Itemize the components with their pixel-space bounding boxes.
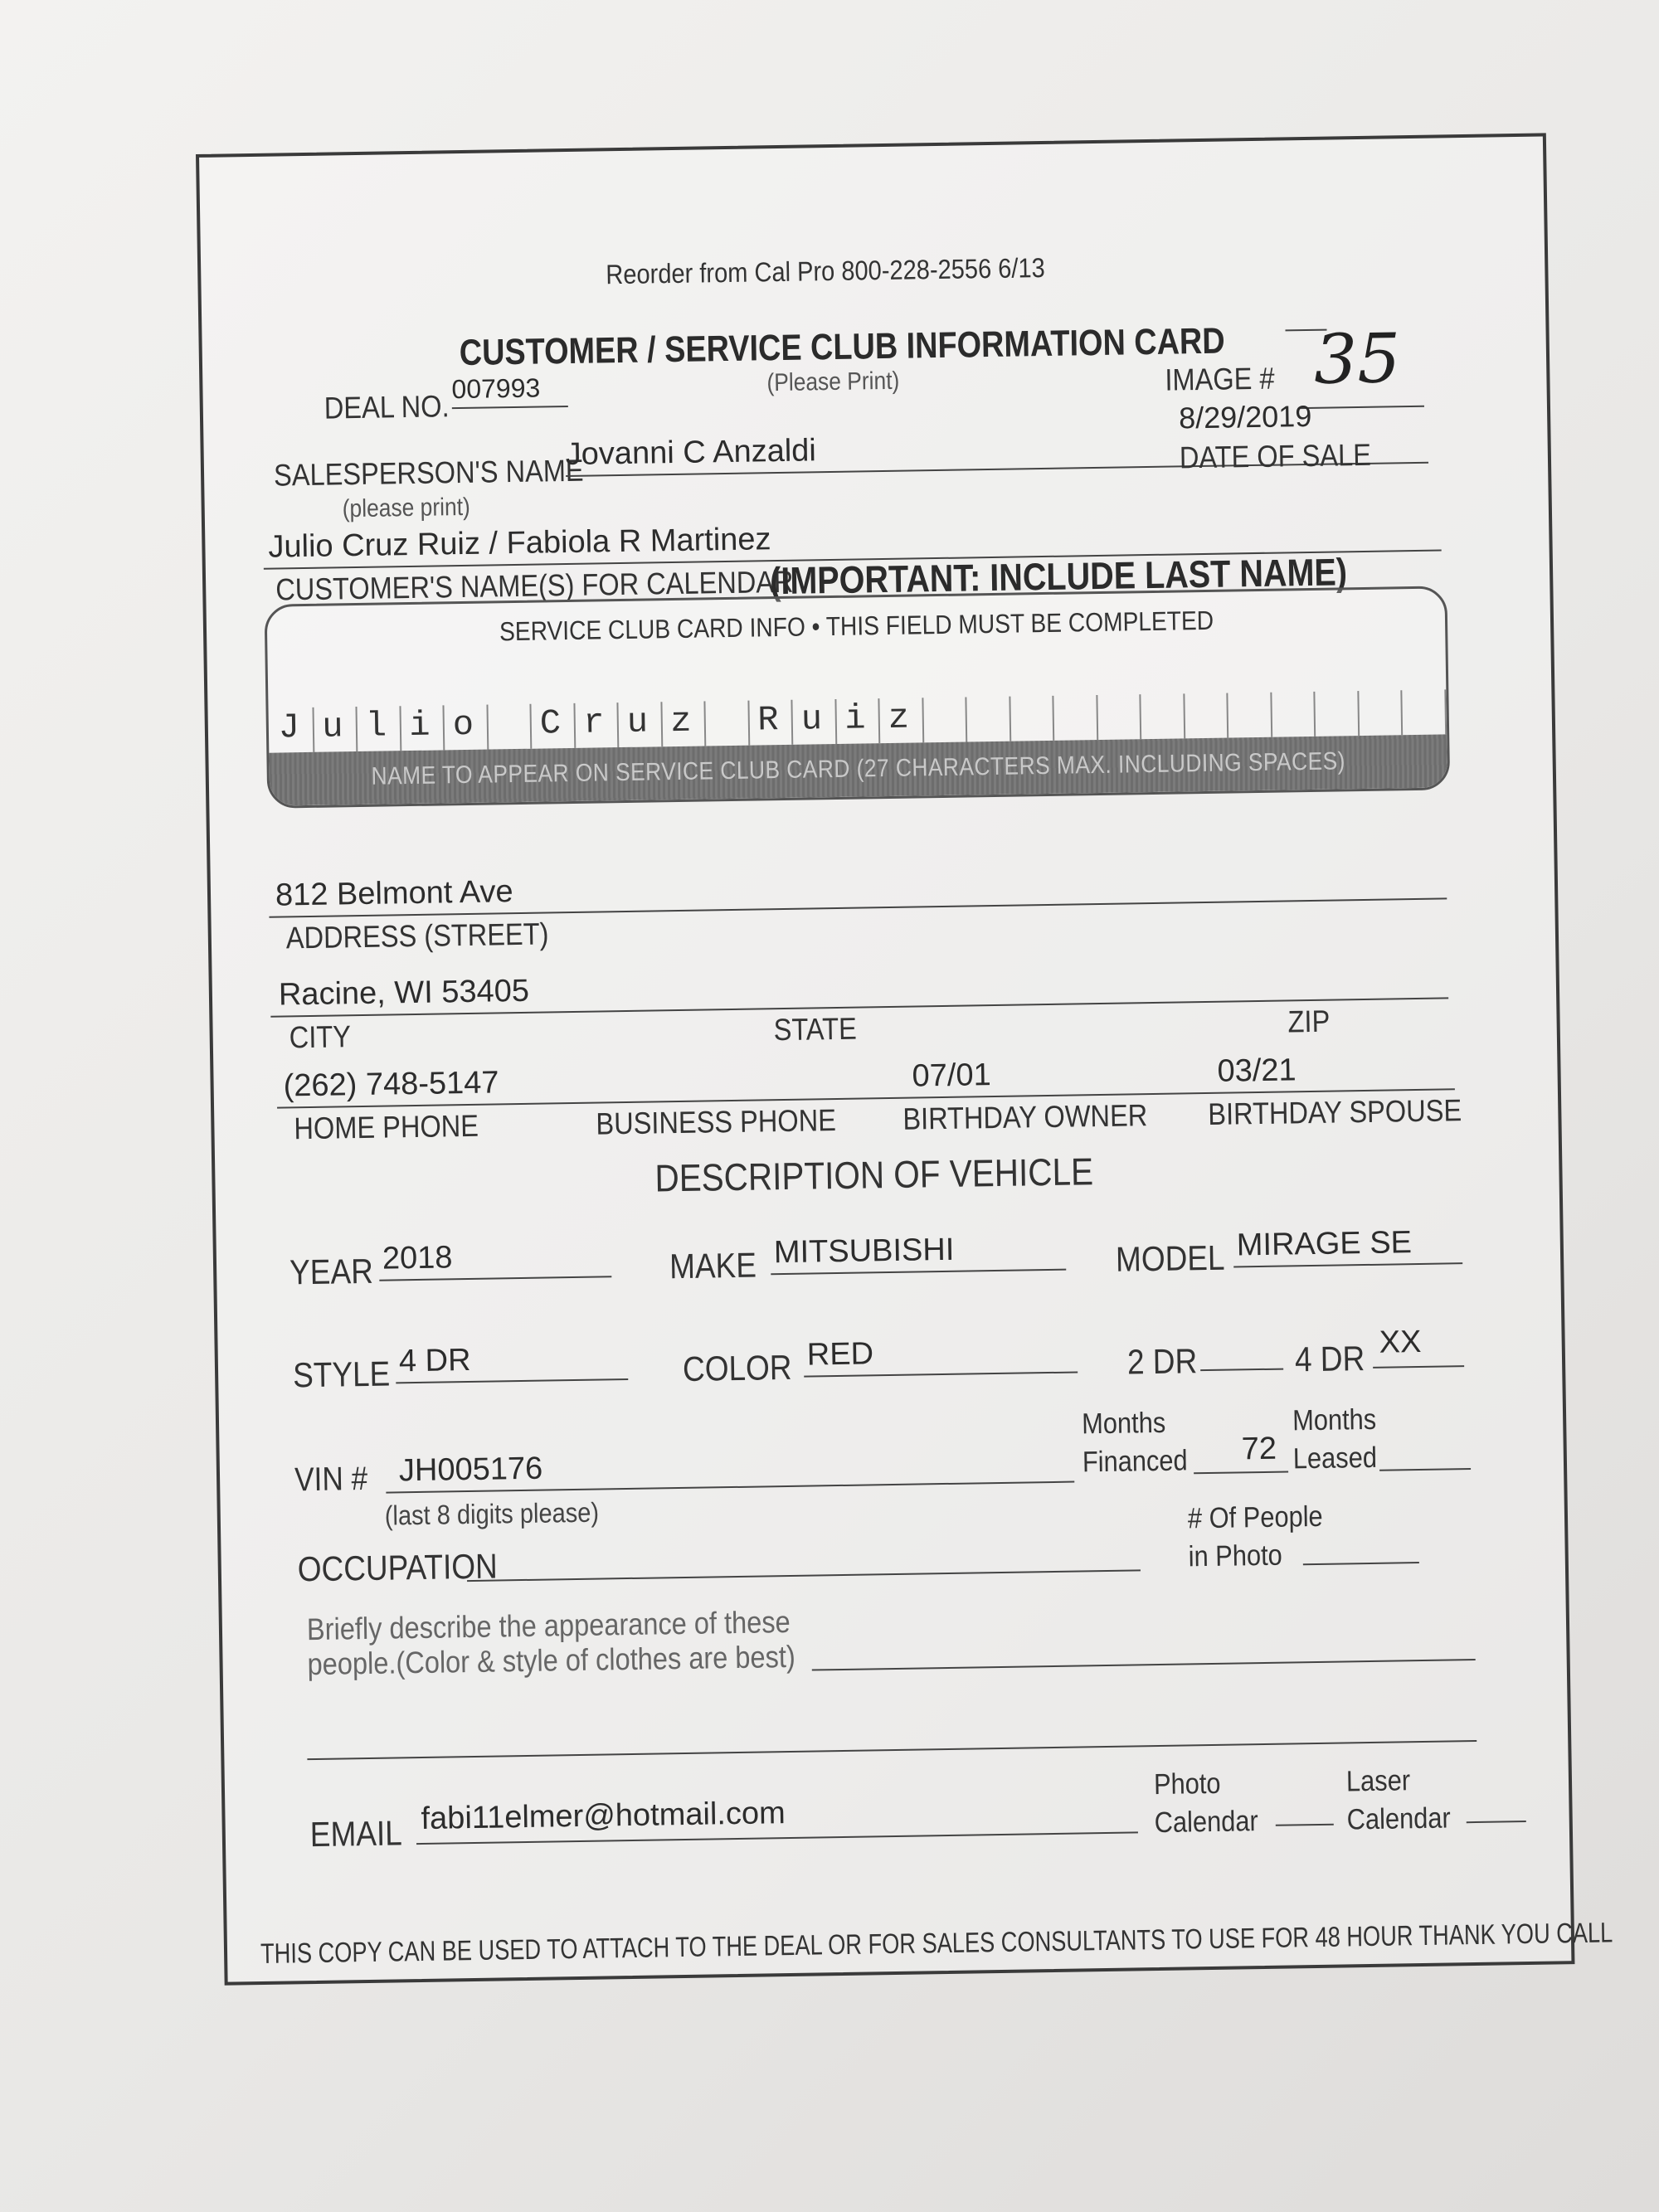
months-financed-label: Financed <box>1082 1444 1188 1479</box>
year-value[interactable]: 2018 <box>382 1240 453 1276</box>
character-cell-divider <box>355 707 358 751</box>
footer-note: THIS COPY CAN BE USED TO ATTACH TO THE DEAL OR FOR SALES CONSULTANTS TO USE FOR 48 HOUR THANK YOU CALL <box>260 1917 1613 1971</box>
character-cell-divider <box>616 702 619 747</box>
character-cell-divider <box>1270 693 1272 737</box>
zip-label: ZIP <box>1287 1004 1331 1039</box>
photo-calendar-label-1: Photo <box>1153 1767 1221 1801</box>
birthday-owner-value[interactable]: 07/01 <box>912 1057 991 1094</box>
please-print-note: (Please Print) <box>766 367 900 397</box>
character-cell-divider <box>922 698 924 742</box>
card-title: CUSTOMER / SERVICE CLUB INFORMATION CARD <box>459 320 1225 374</box>
service-club-band-text: NAME TO APPEAR ON SERVICE CLUB CARD (27 CHARACTERS MAX. INCLUDING SPACES) <box>371 747 1346 790</box>
photo-calendar-label-2: Calendar <box>1154 1805 1259 1840</box>
character-cell[interactable]: R <box>757 700 779 741</box>
address-value[interactable]: 812 Belmont Ave <box>275 874 513 913</box>
appearance-line-2 <box>307 1740 1477 1760</box>
year-line <box>379 1276 611 1281</box>
model-label: MODEL <box>1115 1237 1225 1279</box>
months-leased-line <box>1379 1468 1471 1471</box>
email-value[interactable]: fabi11elmer@hotmail.com <box>421 1796 786 1836</box>
occupation-label: OCCUPATION <box>297 1546 499 1589</box>
character-cell-divider <box>442 705 445 750</box>
salesperson-label: SALESPERSON'S NAME <box>273 453 584 493</box>
deal-no-line <box>452 406 568 409</box>
four-door-line <box>1373 1365 1464 1369</box>
character-cell[interactable]: u <box>321 707 343 747</box>
salesperson-value[interactable]: Jovanni C Anzaldi <box>565 433 817 473</box>
people-in-photo-line <box>1303 1562 1419 1565</box>
character-cell[interactable]: r <box>582 702 605 743</box>
appearance-label-1: Briefly describe the appearance of these <box>306 1604 791 1647</box>
model-value[interactable]: MIRAGE SE <box>1236 1225 1413 1263</box>
character-cell-divider <box>703 701 706 746</box>
months-financed-line <box>1194 1471 1288 1475</box>
four-door-value[interactable]: XX <box>1379 1324 1422 1360</box>
style-line <box>396 1378 628 1383</box>
appearance-line-1 <box>812 1659 1476 1671</box>
character-cell[interactable]: o <box>452 704 474 746</box>
character-cell-divider <box>1357 691 1360 736</box>
character-cell[interactable]: C <box>539 703 562 744</box>
character-cell[interactable]: u <box>800 699 823 740</box>
year-label: YEAR <box>289 1251 374 1292</box>
customer-names-value[interactable]: Julio Cruz Ruiz / Fabiola R Martinez <box>268 522 771 565</box>
home-phone-value[interactable]: (262) 748-5147 <box>283 1065 499 1104</box>
character-cell-divider <box>834 699 837 744</box>
make-label: MAKE <box>669 1245 757 1286</box>
months-leased-label: Leased <box>1292 1441 1378 1475</box>
character-cell[interactable]: z <box>669 701 692 742</box>
people-in-photo-label-1: # Of People <box>1187 1500 1323 1535</box>
character-cell-divider <box>1096 695 1098 740</box>
model-line <box>1233 1262 1462 1267</box>
character-cell-divider <box>747 701 750 746</box>
laser-calendar-label-2: Calendar <box>1346 1801 1452 1836</box>
two-door-line <box>1200 1369 1283 1372</box>
city-label: CITY <box>289 1019 352 1055</box>
birthday-spouse-value[interactable]: 03/21 <box>1217 1053 1297 1089</box>
months-leased-label-top: Months <box>1292 1403 1377 1437</box>
occupation-line <box>467 1569 1141 1582</box>
character-cell[interactable]: u <box>626 702 649 742</box>
character-cell-divider <box>486 705 489 750</box>
character-cell-divider <box>878 698 880 743</box>
laser-calendar-line <box>1467 1821 1526 1823</box>
photo-calendar-line <box>1276 1824 1334 1826</box>
months-financed-value[interactable]: 72 <box>1241 1431 1277 1467</box>
two-door-label: 2 DR <box>1126 1341 1198 1382</box>
character-cell-divider <box>1400 690 1403 735</box>
character-cell-divider <box>1183 693 1185 738</box>
style-value[interactable]: 4 DR <box>398 1342 471 1379</box>
character-cell-divider <box>573 703 576 748</box>
make-value[interactable]: MITSUBISHI <box>773 1232 955 1271</box>
character-cell-divider <box>399 706 401 751</box>
deal-no-label: DEAL NO. <box>324 389 450 425</box>
birthday-spouse-label: BIRTHDAY SPOUSE <box>1208 1093 1462 1131</box>
color-value[interactable]: RED <box>806 1336 874 1373</box>
character-cell-divider <box>660 702 663 746</box>
character-cell-divider <box>529 704 532 749</box>
character-cell[interactable]: l <box>365 706 387 746</box>
date-of-sale-value[interactable]: 8/29/2019 <box>1178 398 1312 435</box>
character-cell[interactable]: z <box>888 698 910 738</box>
four-door-label: 4 DR <box>1294 1339 1365 1379</box>
city-value[interactable]: Racine, WI 53405 <box>278 973 530 1013</box>
salesperson-sub-label: (please print) <box>342 493 471 523</box>
image-no-value[interactable]: 35 <box>1313 319 1402 400</box>
character-cell-divider <box>1226 693 1228 738</box>
email-label: EMAIL <box>309 1813 403 1855</box>
reorder-info: Reorder from Cal Pro 800-228-2556 6/13 <box>606 251 1046 290</box>
appearance-label-2: people.(Color & style of clothes are best) <box>307 1639 796 1682</box>
information-card <box>196 133 1613 1985</box>
service-club-band <box>269 734 1447 805</box>
date-of-sale-label: DATE OF SALE <box>1179 437 1372 475</box>
character-cell-divider <box>1444 689 1447 734</box>
image-no-label: IMAGE # <box>1165 361 1275 397</box>
service-club-heading: SERVICE CLUB CARD INFO • THIS FIELD MUST BE COMPLETED <box>499 605 1214 647</box>
vin-value[interactable]: JH005176 <box>398 1451 543 1489</box>
address-label: ADDRESS (STREET) <box>285 916 549 955</box>
character-cell-divider <box>312 707 314 752</box>
vin-label: VIN # <box>294 1460 368 1499</box>
months-financed-label-top: Months <box>1081 1406 1166 1441</box>
birthday-owner-label: BIRTHDAY OWNER <box>902 1098 1148 1136</box>
color-label: COLOR <box>682 1347 792 1388</box>
home-phone-label: HOME PHONE <box>294 1108 479 1146</box>
character-cell[interactable]: i <box>844 698 866 739</box>
vehicle-heading: DESCRIPTION OF VEHICLE <box>654 1150 1094 1200</box>
important-note: (IMPORTANT: INCLUDE LAST NAME) <box>769 550 1348 603</box>
business-phone-label: BUSINESS PHONE <box>596 1103 837 1141</box>
character-cell-divider <box>965 697 967 741</box>
laser-calendar-label-1: Laser <box>1345 1764 1411 1798</box>
service-club-box <box>265 586 1451 808</box>
vin-sub-label: (last 8 digits please) <box>384 1496 600 1531</box>
character-cell[interactable]: i <box>408 705 431 746</box>
people-in-photo-label-2: in Photo <box>1188 1539 1283 1573</box>
character-cell-divider <box>791 700 793 745</box>
state-label: STATE <box>773 1011 858 1048</box>
deal-no-value[interactable]: 007993 <box>451 372 541 405</box>
character-cell-divider <box>1313 692 1316 737</box>
customer-names-label: CUSTOMER'S NAME(S) FOR CALENDAR <box>275 564 794 607</box>
character-cell-divider <box>1139 694 1141 739</box>
character-cell-divider <box>1052 696 1054 741</box>
character-cell-divider <box>1009 697 1011 741</box>
character-cell[interactable]: J <box>278 707 300 748</box>
image-no-line <box>1300 406 1424 409</box>
style-label: STYLE <box>292 1354 391 1395</box>
